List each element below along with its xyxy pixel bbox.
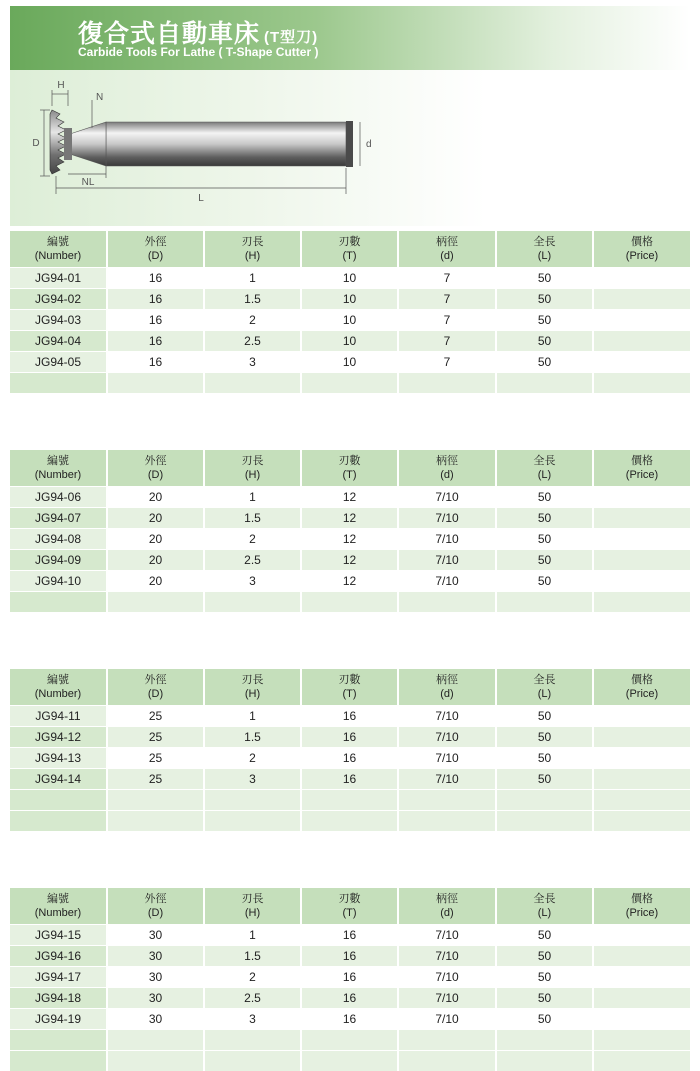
cell-teeth: 10	[301, 268, 398, 289]
blank-cell	[301, 1051, 398, 1071]
cell-number: JG94-09	[10, 550, 107, 571]
cell-overall-length: 50	[496, 925, 593, 946]
cell-outer-diameter: 16	[107, 289, 204, 310]
shank-end	[346, 121, 353, 167]
cell-teeth: 16	[301, 1009, 398, 1030]
cell-number: JG94-01	[10, 268, 107, 289]
col-header-l: 全長 (L)	[496, 669, 593, 706]
cell-teeth: 12	[301, 529, 398, 550]
table-row	[10, 571, 690, 592]
cell-cutting-length: 2	[204, 967, 301, 988]
cell-number: JG94-10	[10, 571, 107, 592]
cell-overall-length: 50	[496, 748, 593, 769]
cell-cutting-length: 1.5	[204, 727, 301, 748]
table-row	[10, 727, 690, 748]
cell-outer-diameter: 16	[107, 352, 204, 373]
blank-row	[10, 1051, 690, 1071]
cell-price	[593, 310, 690, 331]
blank-cell	[10, 790, 107, 811]
blank-cell	[398, 373, 496, 394]
table-row	[10, 550, 690, 571]
cell-outer-diameter: 20	[107, 571, 204, 592]
table-header-row	[10, 669, 690, 706]
blank-cell	[204, 1030, 301, 1051]
cell-outer-diameter: 20	[107, 508, 204, 529]
blank-cell	[10, 592, 107, 613]
table-row	[10, 268, 690, 289]
blank-cell	[107, 1051, 204, 1071]
blank-cell	[204, 373, 301, 394]
cell-outer-diameter: 16	[107, 331, 204, 352]
page-subtitle: Carbide Tools For Lathe ( T-Shape Cutter )	[78, 45, 318, 59]
cell-number: JG94-02	[10, 289, 107, 310]
table-row	[10, 352, 690, 373]
cell-price	[593, 706, 690, 727]
blank-cell	[204, 811, 301, 832]
blank-cell	[398, 1051, 496, 1071]
cell-teeth: 16	[301, 727, 398, 748]
cell-cutting-length: 1.5	[204, 946, 301, 967]
cell-overall-length: 50	[496, 988, 593, 1009]
cell-price	[593, 1009, 690, 1030]
blank-cell	[10, 1030, 107, 1051]
blank-cell	[398, 811, 496, 832]
cell-price	[593, 268, 690, 289]
cell-price	[593, 988, 690, 1009]
blank-cell	[593, 790, 690, 811]
cell-cutting-length: 2	[204, 529, 301, 550]
table-header-row	[10, 450, 690, 487]
col-header-t: 刃數 (T)	[301, 231, 398, 268]
cell-shank-diameter: 7/10	[398, 769, 496, 790]
col-header-d: 外徑 (D)	[107, 888, 204, 925]
cell-cutting-length: 3	[204, 571, 301, 592]
cell-price	[593, 331, 690, 352]
col-header-d: 外徑 (D)	[107, 450, 204, 487]
cell-cutting-length: 1	[204, 706, 301, 727]
cell-cutting-length: 2	[204, 748, 301, 769]
cell-number: JG94-05	[10, 352, 107, 373]
cutter-head-shape	[50, 110, 66, 174]
cell-price	[593, 289, 690, 310]
blank-cell	[107, 1030, 204, 1051]
cell-teeth: 16	[301, 925, 398, 946]
cell-teeth: 10	[301, 352, 398, 373]
cell-overall-length: 50	[496, 529, 593, 550]
cell-cutting-length: 2.5	[204, 988, 301, 1009]
cell-shank-diameter: 7/10	[398, 508, 496, 529]
col-header-t: 刃數 (T)	[301, 888, 398, 925]
cell-overall-length: 50	[496, 946, 593, 967]
page-header	[10, 6, 690, 70]
cell-shank-diameter: 7/10	[398, 727, 496, 748]
tool-diagram-panel	[10, 70, 690, 226]
cell-outer-diameter: 30	[107, 967, 204, 988]
cell-number: JG94-03	[10, 310, 107, 331]
col-header-l: 全長 (L)	[496, 231, 593, 268]
blank-cell	[398, 592, 496, 613]
table-row	[10, 925, 690, 946]
title-suffix: (T型刀)	[264, 29, 318, 46]
blank-cell	[204, 790, 301, 811]
cell-overall-length: 50	[496, 769, 593, 790]
cell-price	[593, 769, 690, 790]
blank-cell	[301, 1030, 398, 1051]
blank-cell	[204, 592, 301, 613]
cell-price	[593, 352, 690, 373]
blank-cell	[107, 592, 204, 613]
cell-price	[593, 487, 690, 508]
cell-price	[593, 925, 690, 946]
cell-price	[593, 550, 690, 571]
col-header-t: 刃數 (T)	[301, 450, 398, 487]
blank-cell	[301, 592, 398, 613]
cell-overall-length: 50	[496, 571, 593, 592]
cell-teeth: 10	[301, 331, 398, 352]
blank-cell	[398, 790, 496, 811]
cell-overall-length: 50	[496, 508, 593, 529]
cell-teeth: 12	[301, 571, 398, 592]
cell-cutting-length: 2.5	[204, 550, 301, 571]
blank-row	[10, 373, 690, 394]
blank-cell	[496, 592, 593, 613]
blank-cell	[204, 1051, 301, 1071]
col-header-number: 編號 (Number)	[10, 231, 107, 268]
cell-teeth: 12	[301, 508, 398, 529]
col-header-t: 刃數 (T)	[301, 669, 398, 706]
table-row	[10, 331, 690, 352]
cell-cutting-length: 1	[204, 487, 301, 508]
cell-overall-length: 50	[496, 967, 593, 988]
cell-shank-diameter: 7/10	[398, 487, 496, 508]
col-header-h: 刃長 (H)	[204, 450, 301, 487]
cell-price	[593, 946, 690, 967]
col-header-l: 全長 (L)	[496, 888, 593, 925]
blank-cell	[10, 1051, 107, 1071]
cell-outer-diameter: 16	[107, 268, 204, 289]
cell-shank-diameter: 7	[398, 331, 496, 352]
cell-overall-length: 50	[496, 268, 593, 289]
table-row	[10, 1009, 690, 1030]
cell-outer-diameter: 16	[107, 310, 204, 331]
blank-cell	[593, 373, 690, 394]
col-header-price: 價格 (Price)	[593, 450, 690, 487]
cell-shank-diameter: 7/10	[398, 1009, 496, 1030]
col-header-h: 刃長 (H)	[204, 888, 301, 925]
cell-overall-length: 50	[496, 331, 593, 352]
dim-label-l: L	[198, 193, 204, 204]
cell-teeth: 12	[301, 550, 398, 571]
cell-overall-length: 50	[496, 706, 593, 727]
cell-outer-diameter: 30	[107, 946, 204, 967]
cell-number: JG94-08	[10, 529, 107, 550]
col-header-d: 外徑 (D)	[107, 231, 204, 268]
col-header-number: 編號 (Number)	[10, 450, 107, 487]
cell-outer-diameter: 25	[107, 727, 204, 748]
cell-outer-diameter: 25	[107, 706, 204, 727]
cell-shank-diameter: 7/10	[398, 571, 496, 592]
blank-cell	[10, 373, 107, 394]
blank-row	[10, 811, 690, 832]
cell-teeth: 16	[301, 706, 398, 727]
cell-cutting-length: 3	[204, 769, 301, 790]
cell-number: JG94-14	[10, 769, 107, 790]
table-row	[10, 748, 690, 769]
col-header-shank: 柄徑 (d)	[398, 450, 496, 487]
cell-teeth: 10	[301, 289, 398, 310]
blank-row	[10, 1030, 690, 1051]
cell-shank-diameter: 7/10	[398, 988, 496, 1009]
blank-cell	[398, 1030, 496, 1051]
cell-teeth: 16	[301, 748, 398, 769]
table-row	[10, 706, 690, 727]
cell-cutting-length: 2	[204, 310, 301, 331]
cell-number: JG94-17	[10, 967, 107, 988]
spec-table-1	[10, 231, 690, 393]
cell-overall-length: 50	[496, 550, 593, 571]
cell-overall-length: 50	[496, 310, 593, 331]
blank-cell	[593, 592, 690, 613]
cell-cutting-length: 3	[204, 352, 301, 373]
cell-outer-diameter: 20	[107, 529, 204, 550]
cell-number: JG94-16	[10, 946, 107, 967]
table-row	[10, 289, 690, 310]
cell-number: JG94-11	[10, 706, 107, 727]
cell-price	[593, 727, 690, 748]
cell-cutting-length: 1	[204, 268, 301, 289]
blank-cell	[301, 811, 398, 832]
cell-cutting-length: 3	[204, 1009, 301, 1030]
dim-label-h: H	[57, 80, 64, 91]
blank-cell	[107, 790, 204, 811]
col-header-price: 價格 (Price)	[593, 888, 690, 925]
cell-price	[593, 967, 690, 988]
cell-shank-diameter: 7/10	[398, 706, 496, 727]
dim-label-d-outer: D	[32, 138, 39, 149]
dim-label-nl: NL	[82, 177, 95, 188]
cell-outer-diameter: 30	[107, 988, 204, 1009]
col-header-h: 刃長 (H)	[204, 669, 301, 706]
neck-shape	[70, 122, 106, 166]
cell-overall-length: 50	[496, 352, 593, 373]
col-header-number: 編號 (Number)	[10, 669, 107, 706]
cell-cutting-length: 1.5	[204, 289, 301, 310]
cell-price	[593, 529, 690, 550]
col-header-shank: 柄徑 (d)	[398, 888, 496, 925]
cell-cutting-length: 1	[204, 925, 301, 946]
dim-label-n: N	[96, 92, 103, 103]
cell-cutting-length: 2.5	[204, 331, 301, 352]
table-row	[10, 508, 690, 529]
cell-shank-diameter: 7	[398, 268, 496, 289]
cell-outer-diameter: 30	[107, 1009, 204, 1030]
blank-cell	[10, 811, 107, 832]
cell-outer-diameter: 20	[107, 550, 204, 571]
spec-table-2	[10, 450, 690, 612]
col-header-l: 全長 (L)	[496, 450, 593, 487]
cell-teeth: 12	[301, 487, 398, 508]
cell-shank-diameter: 7/10	[398, 550, 496, 571]
cell-price	[593, 748, 690, 769]
col-header-h: 刃長 (H)	[204, 231, 301, 268]
cell-teeth: 16	[301, 988, 398, 1009]
cell-shank-diameter: 7	[398, 289, 496, 310]
dim-label-d-shank: d	[366, 139, 372, 150]
col-header-d: 外徑 (D)	[107, 669, 204, 706]
blank-row	[10, 790, 690, 811]
cell-teeth: 16	[301, 769, 398, 790]
blank-cell	[301, 790, 398, 811]
col-header-price: 價格 (Price)	[593, 669, 690, 706]
spec-table-4	[10, 888, 690, 1071]
cell-outer-diameter: 30	[107, 925, 204, 946]
blank-cell	[496, 1030, 593, 1051]
blank-cell	[496, 373, 593, 394]
table-row	[10, 310, 690, 331]
blank-cell	[496, 790, 593, 811]
blank-cell	[593, 1051, 690, 1071]
cell-price	[593, 571, 690, 592]
cell-shank-diameter: 7/10	[398, 748, 496, 769]
col-header-shank: 柄徑 (d)	[398, 231, 496, 268]
spec-table-3	[10, 669, 690, 831]
cell-teeth: 16	[301, 946, 398, 967]
blank-cell	[593, 811, 690, 832]
cell-number: JG94-13	[10, 748, 107, 769]
cell-overall-length: 50	[496, 487, 593, 508]
cell-price	[593, 508, 690, 529]
blank-row	[10, 592, 690, 613]
cell-number: JG94-04	[10, 331, 107, 352]
t-shape-cutter-diagram	[10, 70, 690, 226]
cell-teeth: 16	[301, 967, 398, 988]
col-header-number: 編號 (Number)	[10, 888, 107, 925]
cell-overall-length: 50	[496, 289, 593, 310]
title-zh: 復合式自動車床	[78, 20, 260, 48]
table-header-row	[10, 888, 690, 925]
cell-cutting-length: 1.5	[204, 508, 301, 529]
cell-shank-diameter: 7	[398, 310, 496, 331]
cell-number: JG94-12	[10, 727, 107, 748]
cell-overall-length: 50	[496, 727, 593, 748]
table-row	[10, 769, 690, 790]
cell-overall-length: 50	[496, 1009, 593, 1030]
shank-shape	[106, 122, 346, 166]
table-row	[10, 529, 690, 550]
cell-shank-diameter: 7/10	[398, 946, 496, 967]
cell-shank-diameter: 7/10	[398, 967, 496, 988]
cell-shank-diameter: 7	[398, 352, 496, 373]
blank-cell	[593, 1030, 690, 1051]
blank-cell	[107, 373, 204, 394]
cell-number: JG94-07	[10, 508, 107, 529]
cell-outer-diameter: 20	[107, 487, 204, 508]
cell-outer-diameter: 25	[107, 748, 204, 769]
table-row	[10, 967, 690, 988]
blank-cell	[496, 1051, 593, 1071]
table-row	[10, 988, 690, 1009]
cell-number: JG94-06	[10, 487, 107, 508]
table-header-row	[10, 231, 690, 268]
col-header-shank: 柄徑 (d)	[398, 669, 496, 706]
cell-number: JG94-18	[10, 988, 107, 1009]
blank-cell	[301, 373, 398, 394]
col-header-price: 價格 (Price)	[593, 231, 690, 268]
cell-number: JG94-19	[10, 1009, 107, 1030]
blank-cell	[496, 811, 593, 832]
cell-shank-diameter: 7/10	[398, 925, 496, 946]
blank-cell	[107, 811, 204, 832]
cell-number: JG94-15	[10, 925, 107, 946]
table-row	[10, 487, 690, 508]
cell-shank-diameter: 7/10	[398, 529, 496, 550]
cell-teeth: 10	[301, 310, 398, 331]
cell-outer-diameter: 25	[107, 769, 204, 790]
table-row	[10, 946, 690, 967]
